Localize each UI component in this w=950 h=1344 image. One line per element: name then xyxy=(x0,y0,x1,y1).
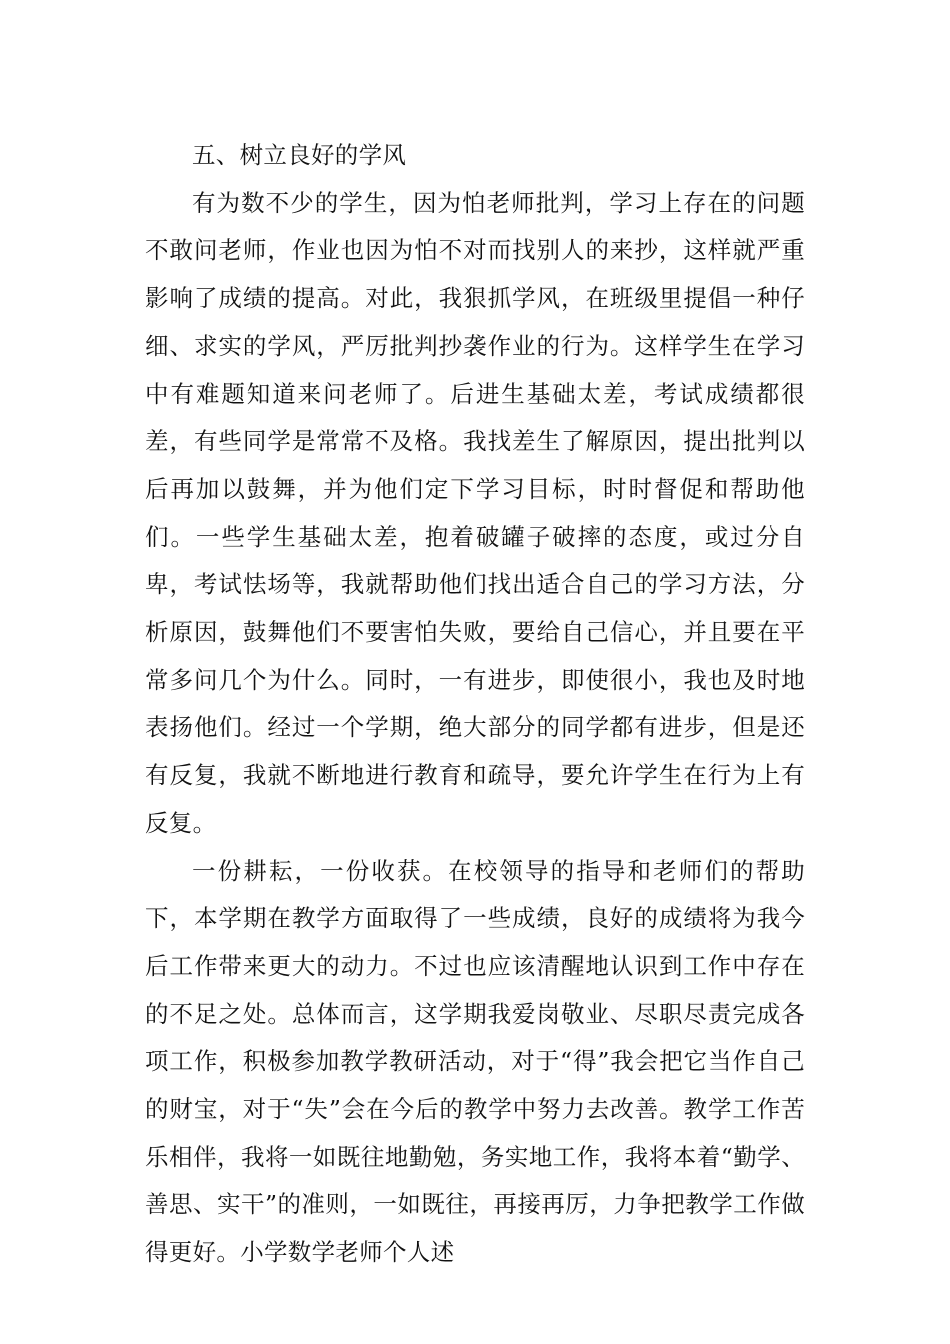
paragraph-summary: 一份耕耘，一份收获。在校领导的指导和老师们的帮助下，本学期在教学方面取得了一些成绩，良好的成绩将为我今后工作带来更大的动力。不过也应该清醒地认识到工作中存在的不足之处。总体而言，这学期我爱岗敬业、尽职尽责完成各项工作，积极参加教学教研活动，对于“得”我会把它当作自己的财宝，对于“失”会在今后的教学中努力去改善。教学工作苦乐相伴，我将一如既往地勤勉，务实地工作，我将本着“勤学、善思、实干”的准则，一如既往，再接再厉，力争把教学工作做得更好。小学数学老师个人述 xyxy=(145,856,805,1267)
document-body xyxy=(145,132,805,1277)
paragraph-study-atmosphere: 有为数不少的学生，因为怕老师批判，学习上存在的问题不敢问老师，作业也因为怕不对而找别人的来抄，这样就严重影响了成绩的提高。对此，我狠抓学风，在班级里提倡一种仔细、求实的学风，严厉批判抄袭作业的行为。这样学生在学习中有难题知道来问老师了。后进生基础太差，考试成绩都很差，有些同学是常常不及格。我找差生了解原因，提出批判以后再加以鼓舞，并为他们定下学习目标，时时督促和帮助他们。一些学生基础太差，抱着破罐子破摔的态度，或过分自卑，考试怯场等，我就帮助他们找出适合自己的学习方法，分析原因，鼓舞他们不要害怕失败，要给自己信心，并且要在平常多问几个为什么。同时，一有进步，即使很小，我也及时地表扬他们。经过一个学期，绝大部分的同学都有进步，但是还有反复，我就不断地进行教育和疏导，要允许学生在行为上有反复。 xyxy=(145,188,805,837)
section-heading: 五、树立良好的学风 xyxy=(192,141,407,169)
